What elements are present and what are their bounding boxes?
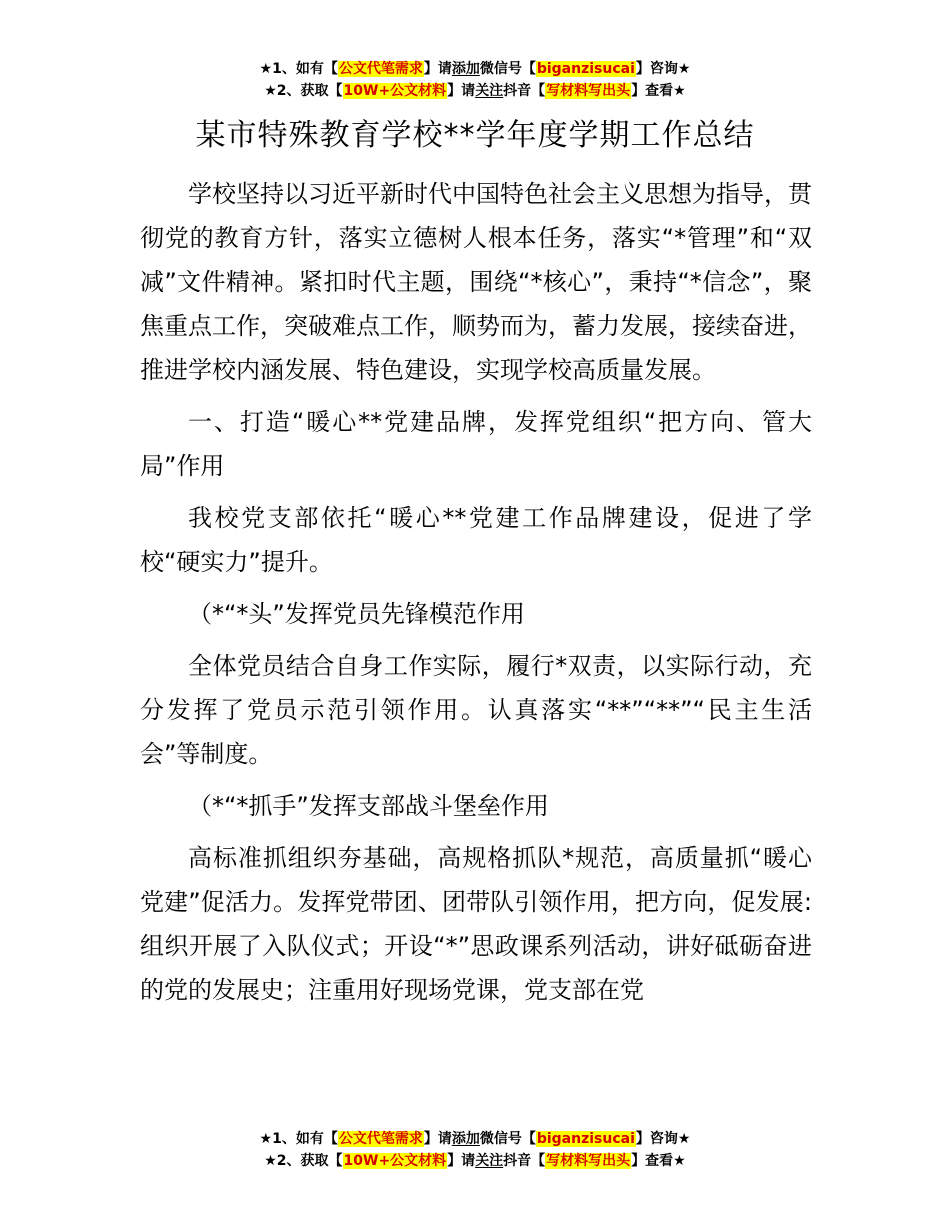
paragraph: 全体党员结合自身工作实际，履行*双责，以实际行动，充分发挥了党员示范引领作用。认真落实“**”“**”“民主生活会”等制度。 — [140, 652, 812, 768]
banner-text: 抖音【 — [503, 83, 546, 99]
banner-text: 微信号【 — [479, 61, 536, 77]
document-title: 某市特殊教育学校**学年度学期工作总结 — [195, 118, 755, 153]
banner-highlight: 公文代笔需求 — [338, 1131, 423, 1147]
section-heading-1: 一、打造“暖心**党建品牌，发挥党组织“把方向、管大局”作用 — [140, 408, 812, 480]
paragraph-intro: 学校坚持以习近平新时代中国特色社会主义思想为指导，贯彻党的教育方针，落实立德树人根本任务，落实“*管理”和“双减”文件精神。紧扣时代主题，围绕“*核心”，秉持“*信念”，聚焦重点工作，突破难点工作，顺势而为，蓄力发展，接续奋进，推进学校内涵发展、特色建设，实现学校高质量发展。 — [140, 180, 812, 384]
banner-text: 】咨询★ — [635, 61, 691, 77]
banner-text: ★2、获取【 — [264, 1153, 343, 1169]
subsection-heading-1: （*“*头”发挥党员先锋模范作用 — [188, 600, 525, 628]
banner-text: 】查看★ — [631, 83, 686, 99]
banner-highlight: 写材料写出头 — [546, 1153, 631, 1169]
banner-emphasis: 关注 — [475, 1153, 504, 1169]
banner-highlight: 公文代笔需求 — [338, 61, 423, 77]
banner-highlight: 10W+公文材料 — [343, 83, 447, 99]
header-banner-line-1 — [0, 58, 950, 80]
banner-text: 】请 — [447, 83, 476, 99]
banner-text: ★1、如有【 — [259, 1131, 338, 1147]
footer-banner — [0, 1128, 950, 1172]
banner-text: 】咨询★ — [635, 1131, 691, 1147]
banner-text: 】请 — [423, 1131, 452, 1147]
banner-text: 微信号【 — [479, 1131, 536, 1147]
banner-emphasis: 添加 — [451, 1131, 480, 1147]
banner-emphasis: 关注 — [475, 83, 504, 99]
banner-text: 】请 — [447, 1153, 476, 1169]
document-body — [140, 172, 812, 1020]
banner-text: 】查看★ — [631, 1153, 686, 1169]
paragraph: 高标准抓组织夯基础，高规格抓队*规范，高质量抓“暖心党建”促活力。发挥党带团、团带队引领作用，把方向，促发展:组织开展了入队仪式；开设“*”思政课系列活动，讲好砥砺奋进的党的发展史；注重用好现场党课，党支部在党 — [140, 844, 812, 1004]
banner-text: ★2、获取【 — [264, 83, 343, 99]
header-banner-line-2 — [0, 80, 950, 102]
banner-text: ★1、如有【 — [259, 61, 338, 77]
header-banner — [0, 58, 950, 102]
banner-highlight: biganzisucai — [536, 1131, 635, 1147]
banner-emphasis: 添加 — [451, 61, 480, 77]
banner-text: 抖音【 — [503, 1153, 546, 1169]
banner-text: 】请 — [423, 61, 452, 77]
banner-highlight: biganzisucai — [536, 61, 635, 77]
subsection-heading-2: （*“*抓手”发挥支部战斗堡垒作用 — [188, 792, 549, 820]
footer-banner-line-2 — [0, 1150, 950, 1172]
banner-highlight: 写材料写出头 — [546, 83, 631, 99]
paragraph: 我校党支部依托“暖心**党建工作品牌建设，促进了学校“硬实力”提升。 — [140, 504, 812, 576]
banner-highlight: 10W+公文材料 — [343, 1153, 447, 1169]
footer-banner-line-1 — [0, 1128, 950, 1150]
